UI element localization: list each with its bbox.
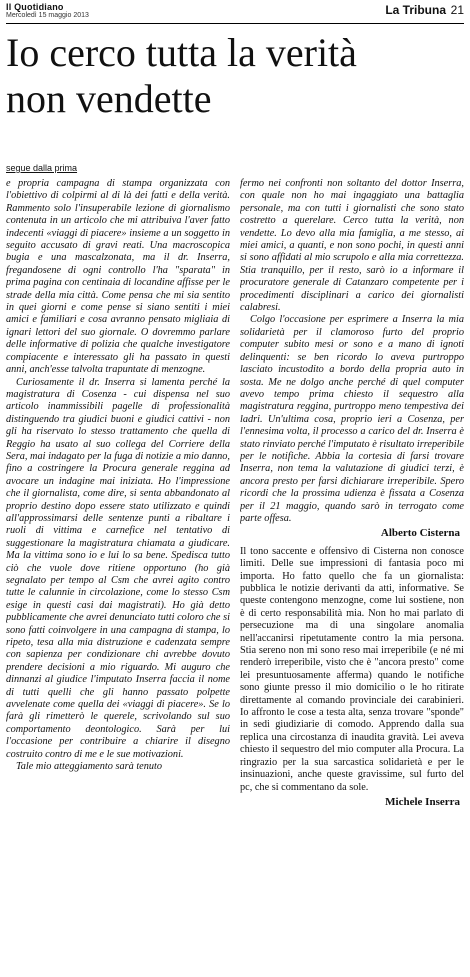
editor-reply	[240, 546, 464, 794]
letter-paragraph: e propria campagna di stampa organizzata con l'obiettivo di colpirmi al di là dei fatti e della verità. Rammento solo l'insuperabile lezione di giornalismo contenuta in un articolo che mi attribuiva l'aver fatto indecenti «viaggi di piacere» insieme a un soggetto in seguito accusato di gravi reati. Una macroscopica bugia e una mascalzonata, ma il dr. Inserra, fregandosene di ogni controllo l'ha "sparata" in prima pagina con centinaia di locandine affisse per le strade della mia città. Come pensa che mi sia sentito in quei giorni e come pense si siano sentiti i miei amici e familiari e cosa avranno pensato migliaia di ignari lettori del suo giornale. O dovremmo parlare delle informative di polizia che qualche investigatore compiacente e interessato gli ha passato in questi anni, anch'esse talvolta trapuntate di menzogne.	[6, 178, 230, 376]
newspaper-masthead: Il Quotidiano	[6, 2, 64, 12]
letter-paragraph: fermo nei confronti non soltanto del dottor Inserra, con quale non ho mai ingaggiato una battaglia personale, ma con tutti i giornalisti che sono stato costretto a querelare. Cerco tutta la verità, non vendette. Lo devo alla mia famiglia, a me stesso, ai miei amici, a quanti, e non sono pochi, in questi anni si sono affidati al mio scrupolo e alla mia correttezza. Stia tranquillo, per il resto, sarò io a informare il procuratore generale di Catanzaro competente per i procedimenti disciplinari a carico dei giornalisti calabresi.	[240, 178, 464, 314]
letter-paragraph: Tale mio atteggiamento sarà tenuto	[16, 761, 163, 773]
letter-paragraph: Curiosamente il dr. Inserra si lamenta perché la magistratura di Cosenza - cui dispensa nel suo articolo inammissibili pagelle di professionalità distinguendo tra giudici buoni e giudici cattivi - non gli ha riservato lo stesso trattamento che quella di Reggio ha usato al suo collega del Corriere della Sera, mai indagato per la fuga di notizie a mio danno, fino a costringere la Procura generale reggina ad avocare un indagine mai iniziata. Ho l'impressione che il giornalista, come dire, si senta abbandonato al proprio destino dopo essere stato utilizzato e quindi all'approssimarsi delle sentenze punti a ribaltare i ruoli di vittima e carnefice nel tentativo di suggestionare la magistratura chiamata a giudicare. Ma la vittima sono io e lui lo sa bene. Spedisca tutto ciò che vuole dove ritiene opportuno (ho già segnalato per tempo al Csm che avrei agito contro tutte le calunnie in circolazione, come lo stesso Csm esige in questi casi dai magistrati). Ho già detto pubblicamente che avrei denunciato tutti coloro che si sono fatti coinvolgere in una campagna di stampa, lo ripeto, tesa alla mia distruzione e cadenzata sempre con sapienza per condizionare chi avrebbe dovuto prendere decisioni a mio riguardo. Mi auguro che dinnanzi al giudice l'imputato Inserra faccia il nome di tutti quelli che gli hanno passato polpette avvelenate come quella dei «viaggi di piacere». Se lo farà gli rimetterò le querele, scrivolando sul suo comportamento deontologico. Sarà per lui l'occasione per contribuire a chiarire il disegno costruito contro di me e le sue motivazioni.	[6, 376, 230, 760]
reply-signature: Michele Inserra	[385, 795, 460, 808]
page-number: 21	[450, 3, 464, 17]
letter-paragraph: Colgo l'occasione per esprimere a Inserra la mia solidarietà per il clamoroso furto del proprio computer subito mesi or sono e a mano di ignoti delinquenti: se ben ricordo lo aveva purtroppo lasciato incustodito a bordo della propria auto in sosta. Me ne dolgo anche perché di quel computer avevo tempo prima chiesto il sequestro alla magistratura reggina, purtroppo meno tempestiva dei ladri. Un'ultima cosa, proprio ieri a Cosenza, per l'ennesima volta, il processo a carico del dr. Inserra è stato rinviato perché l'imputato è risultato irreperibile per le notifiche. Abbia la cortesia di farsi trovare Inserra, non tema la valutazione di giudici terzi, è ancora presto per farsi dichiarare irreperibile. Spero ricordi che la prossima udienza è fissata a Cosenza per il 21 maggio, quando sarò in terrogato come parte offesa.	[240, 314, 464, 524]
section-name: La Tribuna	[385, 3, 446, 17]
page-header	[6, 2, 464, 24]
reply-paragraph: Il tono saccente e offensivo di Cisterna non conosce limiti. Delle sue impressioni di fantasia poco mi importa. Ho fatto quello che fa un giornalista: pubblica le notizie derivanti da atti, informative. Se queste contengono menzogne, come lui sostiene, non è di certo responsabilità mia. Non ho mai parlato di persecuzione ma di una singolare anomalia nell'accanirsi ripetutamente contro la mia persona. Stia sereno non mi sono reso mai irreperibile (e né mi renderò irreperibile, visto che è "ancora presto" come lei presuntuosamente afferma) quando le notifiche sono giunte presso il mio domicilio o le ho ritirate direttamente al comando provinciale dei carabinieri. Io affronto le cose a testa alta, senza trovare "sponde" in sedi giudiziarie di comodo. Apprendo dalla sua replica una circostanza di inaudita gravità. Lei aveva chiesto il sequestro del mio computer alla Procura. La ringrazio per la sua sarcastica solidarietà e per le insinuazioni, anche queste gravissime, sul furto del pc, che si commentano da sole.	[240, 545, 464, 793]
article-column-right	[240, 178, 464, 973]
headline-line-2: non vendette	[6, 76, 212, 121]
headline-line-1: Io cerco tutta la verità	[6, 30, 357, 75]
article-headline	[6, 30, 464, 122]
letter-signature: Alberto Cisterna	[380, 527, 460, 540]
issue-date: Mercoledì 15 maggio 2013	[6, 12, 89, 19]
header-rule	[6, 23, 464, 24]
continued-from-front-page: segue dalla prima	[6, 163, 78, 173]
article-column-left	[6, 178, 230, 973]
